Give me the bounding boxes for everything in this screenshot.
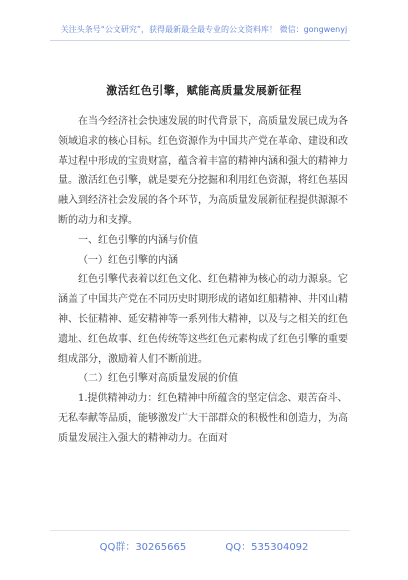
footer — [0, 538, 408, 553]
subsection-heading-2: （二）红色引擎对高质量发展的价值 — [78, 373, 238, 385]
paragraph-red-engine-meaning: 红色引擎代表着以红色文化、红色精神为核心的动力源泉。它涵盖了中国共产党在不同历史时期形成的诸如红船精神、井冈山精神、长征精神、延安精神等一系列伟大精神，以及与之相关的红色遗址、红色故事、红色传统等这些红色元素构成了红色引擎的重要组成部分，激励着人们不断前进。 — [58, 274, 348, 365]
subsection-heading-1: （一）红色引擎的内涵 — [78, 254, 178, 266]
document-title: 激活红色引擎，赋能高质量发展新征程 — [106, 84, 302, 97]
section-heading-1: 一、红色引擎的内涵与价值 — [78, 234, 198, 246]
footer-divider — [50, 530, 350, 531]
document-body — [58, 112, 350, 449]
paragraph-spiritual-power: 1.提供精神动力：红色精神中所蕴含的坚定信念、艰苦奋斗、无私奉献等品质，能够激发广大干部群众的积极性和创造力，为高质量发展注入强大的精神动力。在面对 — [58, 393, 348, 444]
header-divider — [50, 40, 350, 41]
footer-qq-number: QQ：535304092 — [225, 542, 309, 553]
header-banner: 关注头条号“公文研究”，获得最新最全最专业的公文资料库！ 微信：gongwenyj — [60, 25, 348, 34]
paragraph-intro: 在当今经济社会快速发展的时代背景下，高质量发展已成为各领域追求的核心目标。红色资源作为中国共产党在革命、建设和改革过程中形成的宝贵财富，蕴含着丰富的精神内涵和强大的精神力量。激活红色引擎，就是要充分挖掘和利用红色资源，将红色基因融入到经济社会发展的各个环节，为高质量发展新征程提供源源不断的动力和支撑。 — [58, 116, 348, 226]
footer-qq-group: QQ群：30265665 — [99, 542, 187, 553]
